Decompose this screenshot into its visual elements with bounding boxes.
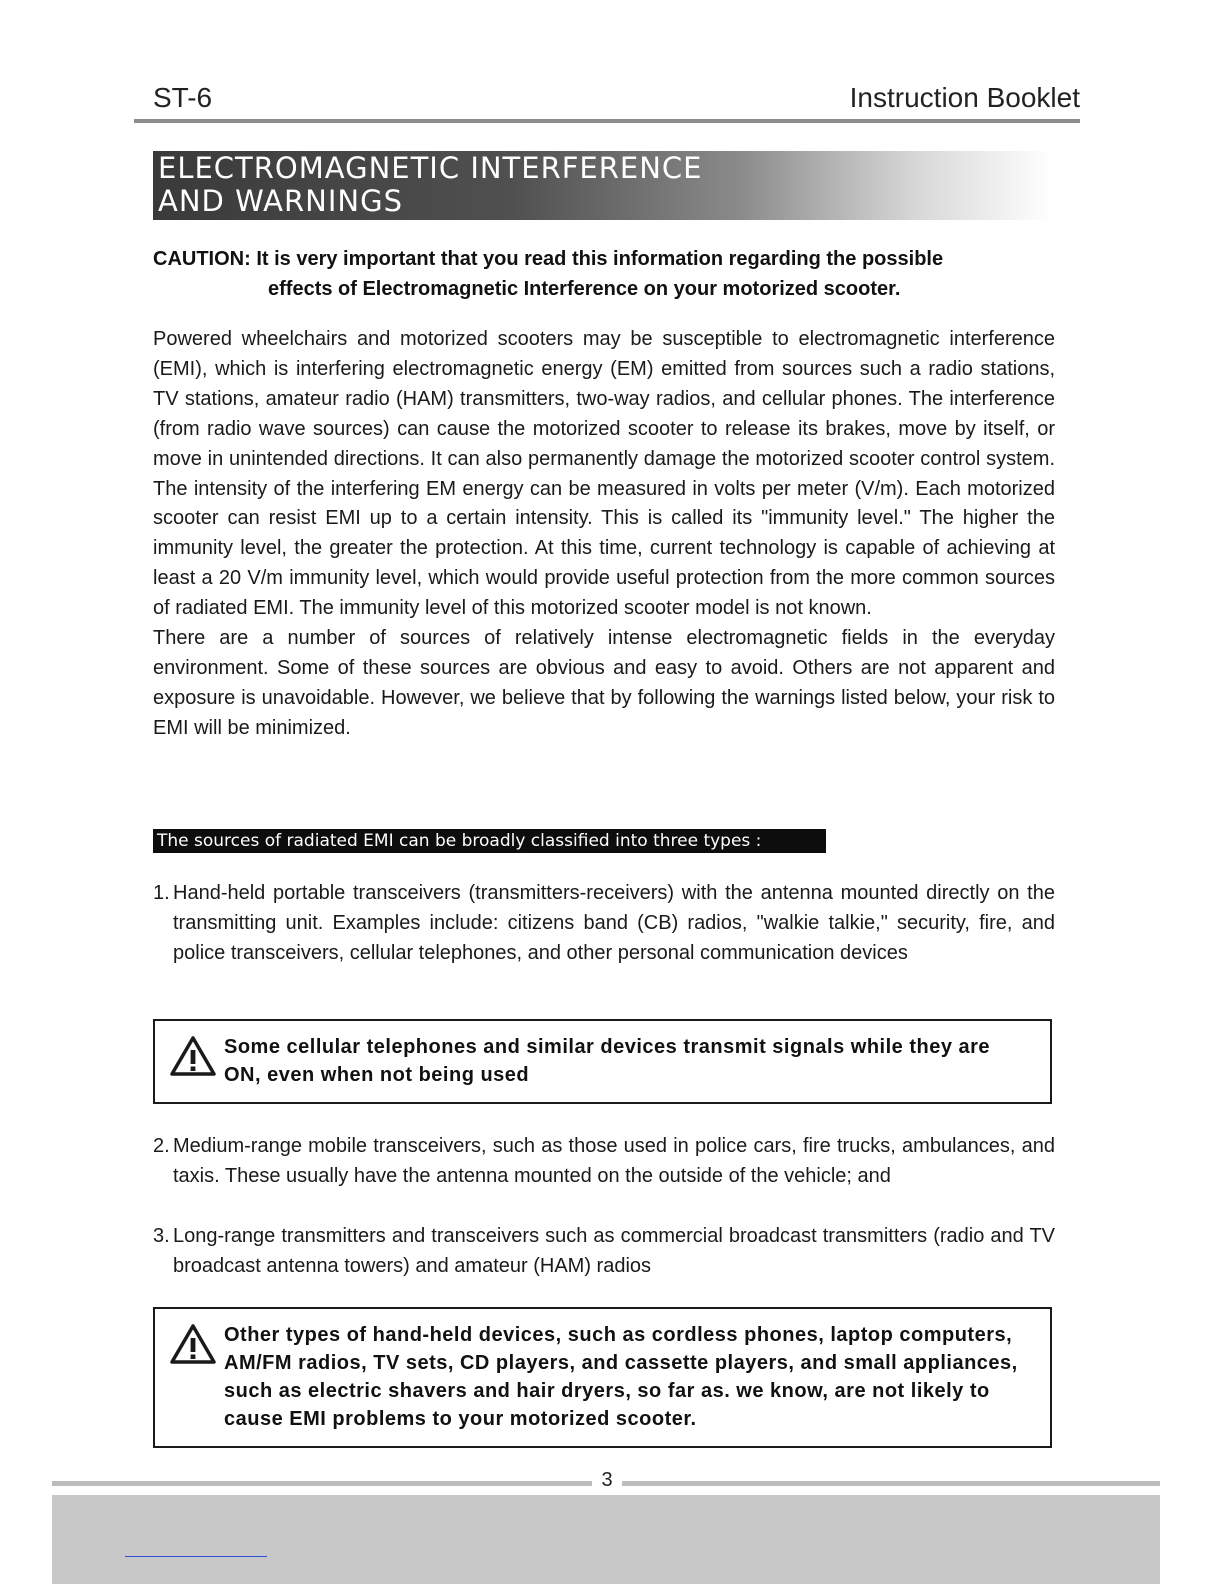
header-model: ST-6 xyxy=(153,82,213,113)
warning-text: Other types of hand-held devices, such as cordless phones, laptop computers, AM/FM radios, TV sets, CD players, and cassette players, and small appliances, such as electric shavers and hair dryers, so far as. we know, are not likely to cause EMI problems to your motorized scooter. xyxy=(224,1324,1018,1430)
warning-text: Some cellular telephones and similar devices transmit signals while they are ON, even when not being used xyxy=(224,1036,991,1086)
list-item xyxy=(153,878,1055,968)
warning-box xyxy=(153,1307,1052,1448)
list-item-number: 1. xyxy=(153,882,170,904)
list-item-text: Hand-held portable transceivers (transmitters-receivers) with the antenna mounted directly on the transmitting unit. Examples include: citizens band (CB) radios, "walkie talkie," security, fire, and police transceivers, cellular telephones, and other personal communication devices xyxy=(173,882,1055,964)
footer-rule-right xyxy=(622,1481,1160,1486)
page-number: 3 xyxy=(601,1469,613,1491)
list-item-text: Long-range transmitters and transceivers such as commercial broadcast transmitters (radio and TV broadcast antenna towers) and amateur (HAM) radios xyxy=(173,1225,1055,1277)
section-title-band xyxy=(153,151,1053,220)
list-item-number: 2. xyxy=(153,1135,170,1157)
header-doc-title: Instruction Booklet xyxy=(849,82,1080,113)
sources-heading: The sources of radiated EMI can be broadly classified into three types : xyxy=(153,829,826,853)
footer-link-underline xyxy=(125,1556,267,1557)
header-rule xyxy=(134,119,1080,123)
paragraph-emi-intro: Powered wheelchairs and motorized scooters may be susceptible to electromagnetic interference (EMI), which is interfering electromagnetic energy (EM) emitted from sources such a radio stations, TV stations, amateur radio (HAM) transmitters, two-way radios, and cellular phones. The interference (from radio wave sources) can cause the motorized scooter to release its brakes, move by itself, or move in unintended directions. It can also permanently damage the motorized scooter control system. The intensity of the interfering EM energy can be measured in volts per meter (V/m). Each motorized scooter can resist EMI up to a certain intensity. This is called its "immunity level." The higher the immunity level, the greater the protection. At this time, current technology is capable of achieving at least a 20 V/m immunity level, which would provide useful protection from the more common sources of radiated EMI. The immunity level of this motorized scooter model is not known. xyxy=(153,328,1055,620)
warning-box xyxy=(153,1019,1052,1104)
list-item xyxy=(153,1131,1055,1191)
body-paragraphs xyxy=(153,325,1055,744)
footer-rule-left xyxy=(52,1481,592,1486)
footer-band xyxy=(52,1495,1160,1584)
caution-notice xyxy=(153,244,1055,304)
caution-line2: effects of Electromagnetic Interference on your motorized scooter. xyxy=(268,278,901,300)
list-item xyxy=(153,1221,1055,1281)
section-title xyxy=(158,152,703,218)
warning-triangle-icon xyxy=(169,1323,217,1365)
caution-line1: CAUTION: It is very important that you read this information regarding the possible xyxy=(153,248,944,270)
section-title-line1: ELECTROMAGNETIC INTERFERENCE xyxy=(158,151,703,185)
warning-triangle-icon xyxy=(169,1035,217,1077)
list-item-number: 3. xyxy=(153,1225,170,1247)
paragraph-emi-sources: There are a number of sources of relatively intense electromagnetic fields in the everyday environment. Some of these sources are obvious and easy to avoid. Others are not apparent and exposure is unavoidable. However, we believe that by following the warnings listed below, your risk to EMI will be minimized. xyxy=(153,627,1055,739)
list-item-text: Medium-range mobile transceivers, such as those used in police cars, fire trucks, ambulances, and taxis. These usually have the antenna mounted on the outside of the vehicle; and xyxy=(173,1135,1055,1187)
section-title-line2: AND WARNINGS xyxy=(158,184,403,218)
